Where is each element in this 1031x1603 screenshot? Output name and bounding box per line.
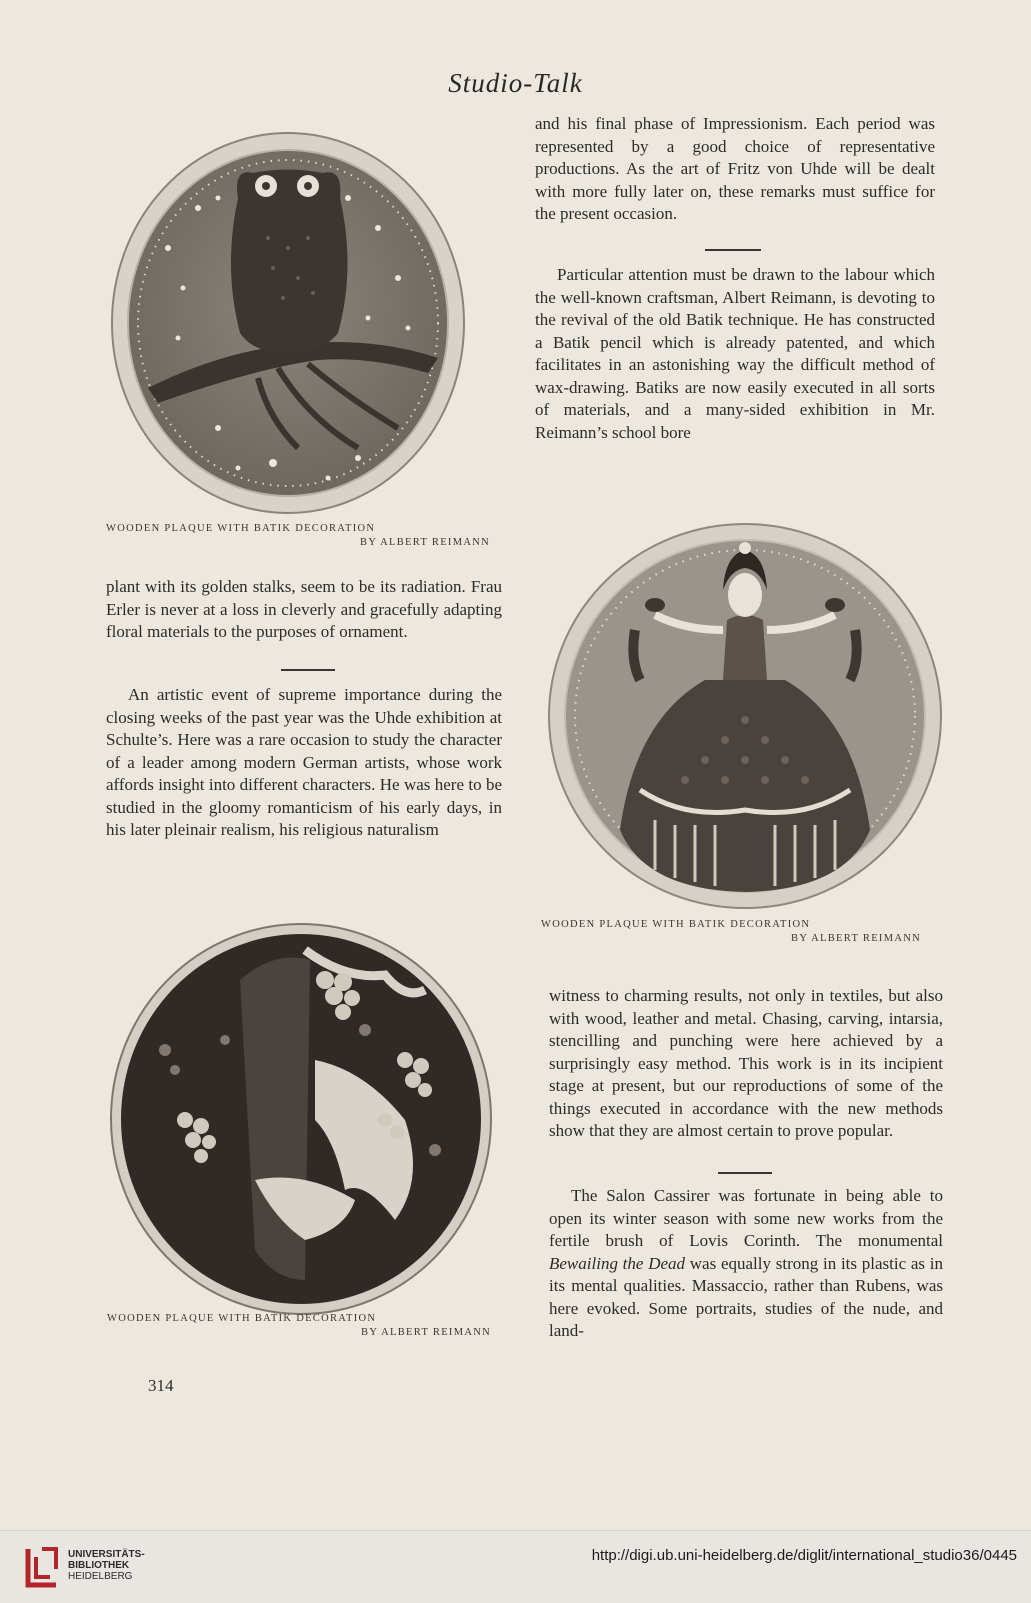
right-top-para1: and his final phase of Impressionism. Each period was represented by a good choice of representative productions. As the art of Fritz von Uhde will be dealt with more fully later on, these remarks must suffice for the present occasion. bbox=[535, 114, 935, 223]
caption-1-line2: BY ALBERT REIMANN bbox=[360, 537, 490, 548]
artwork-title: Bewailing the Dead bbox=[549, 1253, 686, 1273]
right-top-para2: Particular attention must be drawn to the labour which the well-known craftsman, Albert Reimann, is devoting to the revival of the old Batik technique. He has constructed a Batik pencil which is already patented, and which facilitates in an astonishing way the difficult method of wax-drawing. Batiks are now easily executed in all sorts of materials, and a many-sided exhibition in Mr. Reimann’s school bore bbox=[535, 265, 935, 442]
caption-1-line1: WOODEN PLAQUE WITH BATIK DECORATION bbox=[106, 523, 376, 534]
caption-3-line1: WOODEN PLAQUE WITH BATIK DECORATION bbox=[107, 1313, 377, 1324]
right-bottom-para1: witness to charming results, not only in textiles, but also with wood, leather and metal. Chasing, carving, intarsia, stencilling and punching were here achieved by a surprisingly easy method. This work is in its incipient stage at present, but our reproductions of some of the things executed in accordance with the new methods show that they are almost certain to prove popular. bbox=[549, 986, 943, 1140]
left-middle-para1: plant with its golden stalks, seem to be its radiation. Frau Erler is never at a loss in cleverly and gracefully adapting floral materials to the purposes of ornament. bbox=[106, 577, 502, 641]
library-logo-icon bbox=[20, 1545, 64, 1589]
caption-1 bbox=[106, 522, 490, 550]
plaque-lady-image bbox=[545, 520, 945, 912]
page-number: 314 bbox=[148, 1376, 174, 1395]
running-head: Studio-Talk bbox=[448, 68, 583, 98]
caption-2-line2: BY ALBERT REIMANN bbox=[791, 933, 921, 944]
right-bottom-para2: The Salon Cassirer was fortunate in being able to open its winter season with some new works from the fertile brush of Lovis Corinth. The monumental Bewailing the Dead was equally strong in its plastic as in its mental qualities. Massaccio, rather than Rubens, was here evoked. Some portraits, studies of the nude, and land- bbox=[549, 1186, 944, 1340]
institution-line2: BIBLIOTHEK bbox=[68, 1560, 130, 1571]
section-rule-2 bbox=[281, 669, 335, 671]
left-middle-para2: An artistic event of supreme importance during the closing weeks of the past year was the Uhde exhibition at Schulte’s. Here was a rare occasion to study the character of a leader among modern German artists, whose work affords insight into different characters. He was here to be studied in the gloomy romanticism of his early days, in his later pleinair realism, his religious naturalism bbox=[106, 685, 502, 839]
plaque-vine-image bbox=[105, 920, 497, 1318]
caption-2-line1: WOODEN PLAQUE WITH BATIK DECORATION bbox=[541, 919, 811, 930]
institution-line3: HEIDELBERG bbox=[68, 1571, 133, 1582]
caption-3-line2: BY ALBERT REIMANN bbox=[361, 1327, 491, 1338]
section-rule-1 bbox=[705, 249, 761, 251]
caption-2 bbox=[541, 918, 921, 946]
institution-name bbox=[68, 1549, 145, 1582]
institution-line1: UNIVERSITÄTS- bbox=[68, 1549, 145, 1560]
source-url-link[interactable]: http://digi.ub.uni-heidelberg.de/diglit/international_studio36/0445 bbox=[591, 1547, 1017, 1564]
footer-bar bbox=[0, 1530, 1031, 1603]
plaque-owl-image bbox=[108, 128, 468, 518]
caption-3 bbox=[107, 1312, 491, 1340]
section-rule-3 bbox=[718, 1172, 772, 1174]
